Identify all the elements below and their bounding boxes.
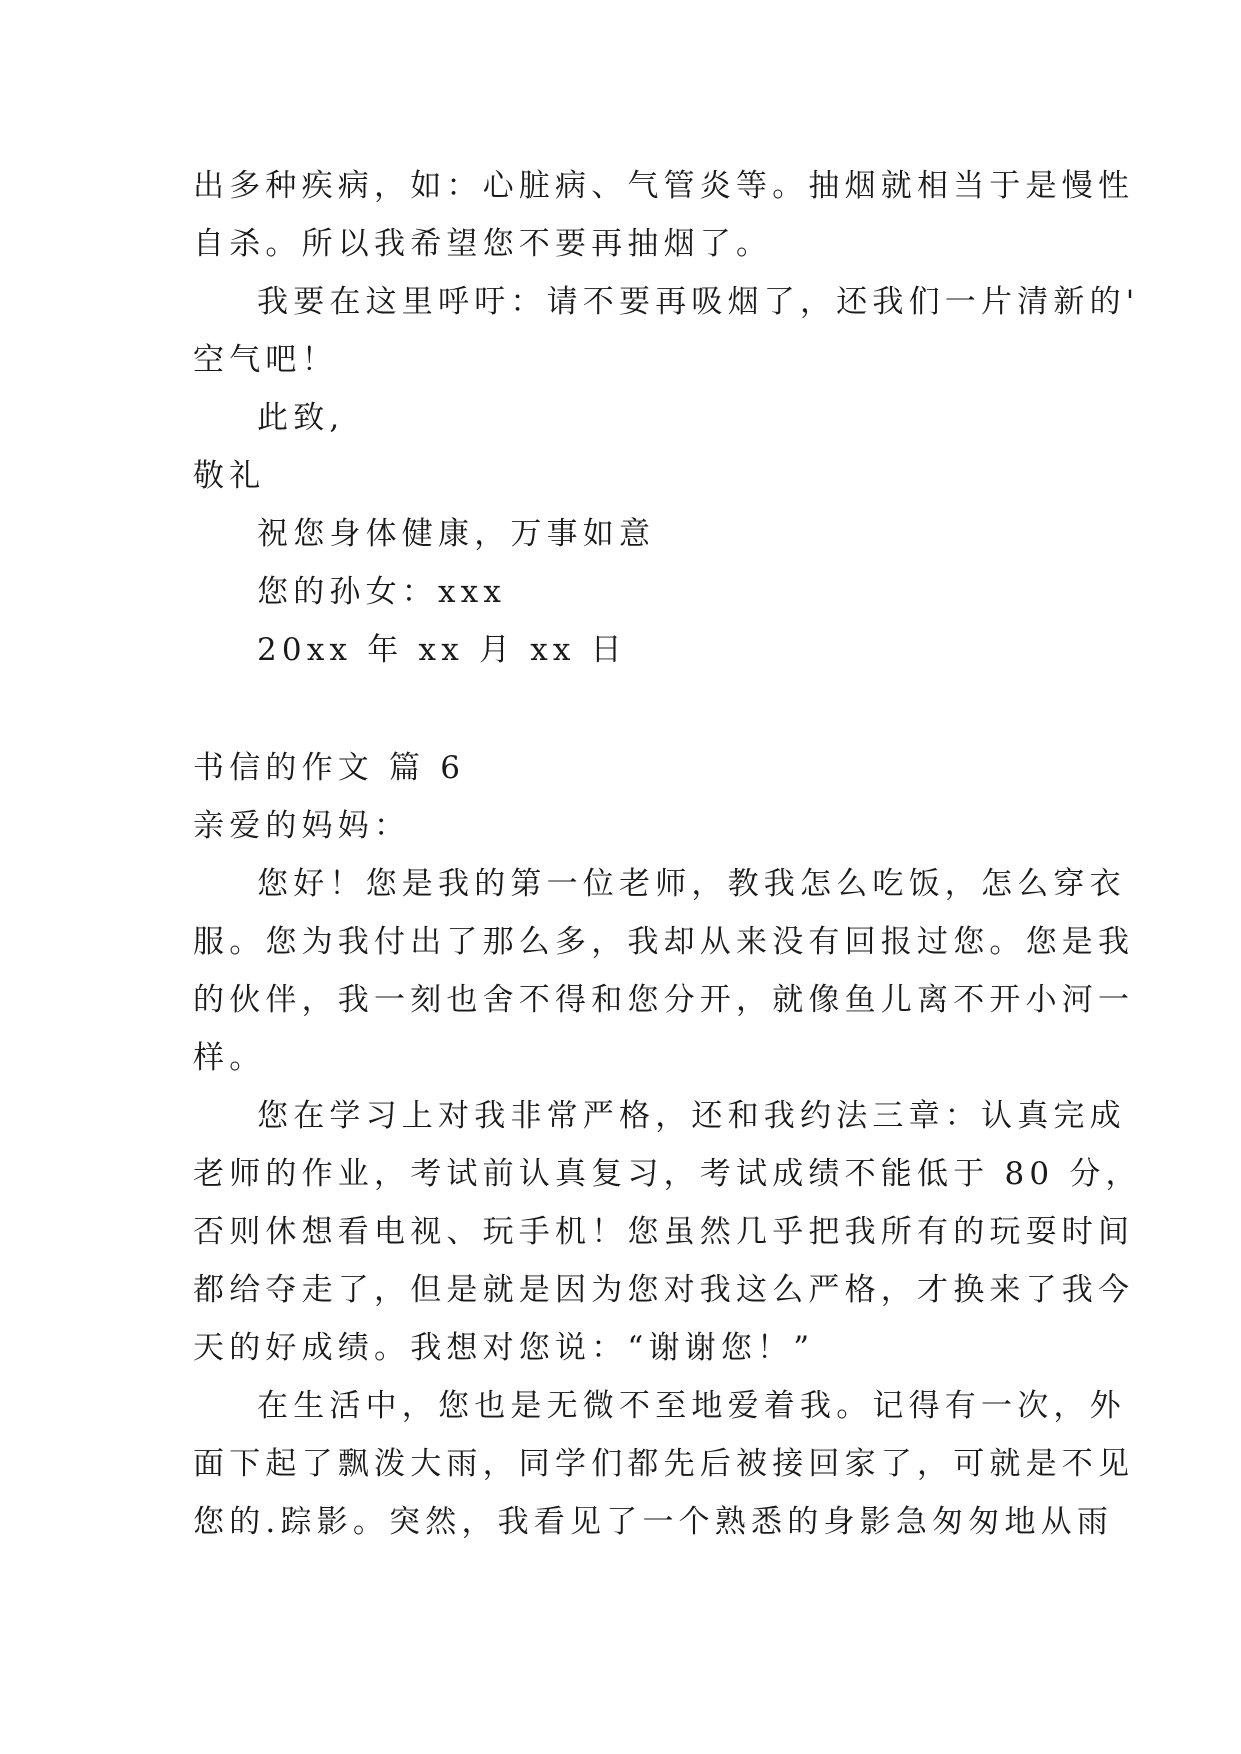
text-line: 面下起了飘泼大雨，同学们都先后被接回家了，可就是不见: [193, 1446, 1135, 1482]
text-line: 您好！您是我的第一位老师，教我怎么吃饭，怎么穿衣: [257, 866, 1126, 902]
closing-salutation: 敬礼: [193, 458, 266, 494]
text-line: 都给夺走了，但是就是因为您对我这么严格，才换来了我今: [193, 1272, 1135, 1308]
text-line: 自杀。所以我希望您不要再抽烟了。: [193, 226, 773, 262]
text-line: 否则休想看电视、玩手机！您虽然几乎把我所有的玩耍时间: [193, 1214, 1135, 1250]
text-line: 祝您身体健康，万事如意: [257, 516, 656, 552]
text-line: 您的.踪影。突然，我看见了一个熟悉的身影急匆匆地从雨: [193, 1504, 1114, 1540]
text-line: 样。: [193, 1040, 266, 1076]
closing-phrase: 此致,: [257, 400, 345, 436]
text-line: 服。您为我付出了那么多，我却从来没有回报过您。您是我: [193, 924, 1135, 960]
text-line: 的伙伴，我一刻也舍不得和您分开，就像鱼儿离不开小河一: [193, 982, 1135, 1018]
text-line: 老师的作业，考试前认真复习，考试成绩不能低于 80 分，: [193, 1156, 1142, 1192]
text-line: 您在学习上对我非常严格，还和我约法三章：认真完成: [257, 1098, 1126, 1134]
text-line: 天的好成绩。我想对您说：“谢谢您！”: [193, 1330, 815, 1366]
text-line: 出多种疾病，如：心脏病、气管炎等。抽烟就相当于是慢性: [193, 168, 1135, 204]
letter-greeting: 亲爱的妈妈：: [193, 808, 411, 844]
text-line: 在生活中，您也是无微不至地爱着我。记得有一次，外: [257, 1388, 1126, 1424]
text-line: 空气吧！: [193, 342, 338, 378]
letter-date: 20xx 年 xx 月 xx 日: [257, 632, 627, 668]
signature: 您的孙女：xxx: [257, 574, 507, 610]
text-line: 我要在这里呼吁：请不要再吸烟了，还我们一片清新的': [257, 284, 1140, 320]
section-heading: 书信的作文 篇 6: [193, 750, 466, 786]
